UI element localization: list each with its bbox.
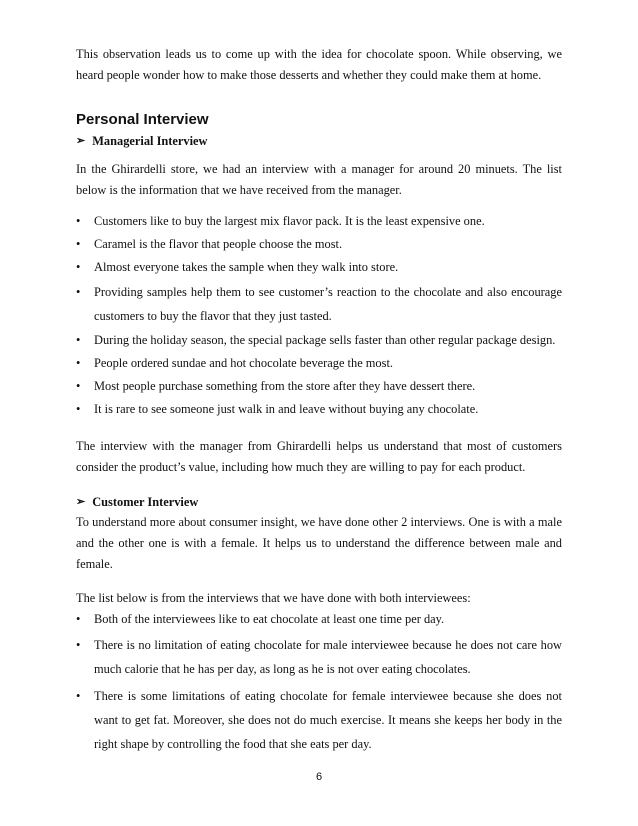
list-item: • There is some limitations of eating chocolate for female interviewee because she does not want to get fat. Moreover, she does not do much exercise. It means she keeps her body in the right shape by controlling the food that she eats per day. xyxy=(76,684,562,756)
bullet-icon: • xyxy=(76,689,81,703)
managerial-heading-label: Managerial Interview xyxy=(92,134,208,148)
arrow-bullet-icon: ➢ xyxy=(76,496,86,508)
list-item: • Customers like to buy the largest mix flavor pack. It is the least expensive one. xyxy=(76,211,562,232)
list-item: • Most people purchase something from the store after they have dessert there. xyxy=(76,376,562,397)
document-page xyxy=(76,44,562,756)
bullet-icon: • xyxy=(76,402,81,416)
intro-paragraph: This observation leads us to come up with the idea for chocolate spoon. While observing, we heard people wonder how to make those desserts and whether they could make them at home. xyxy=(76,47,562,82)
list-item: • During the holiday season, the special package sells faster than other regular package design. xyxy=(76,330,562,351)
arrow-bullet-icon: ➢ xyxy=(76,135,86,147)
bullet-icon: • xyxy=(76,612,81,626)
list-item: • People ordered sundae and hot chocolate beverage the most. xyxy=(76,353,562,374)
customer-list-intro: The list below is from the interviews that we have done with both interviewees: xyxy=(76,591,471,605)
list-item: • Providing samples help them to see customer’s reaction to the chocolate and also encourage customers to buy the flavor that they just tasted. xyxy=(76,280,562,328)
customer-heading xyxy=(76,492,562,512)
bullet-icon: • xyxy=(76,285,81,299)
customer-intro: To understand more about consumer insight, we have done other 2 interviews. One is with a male and the other one is with a female. It helps us to understand the difference between male and female. xyxy=(76,515,562,571)
list-item: • Both of the interviewees like to eat chocolate at least one time per day. xyxy=(76,609,562,630)
customer-bullet-list xyxy=(76,609,562,756)
bullet-icon: • xyxy=(76,214,81,228)
page-number: 6 xyxy=(315,771,323,783)
managerial-conclusion: The interview with the manager from Ghirardelli helps us understand that most of customers consider the product’s value, including how much they are willing to pay for each product. xyxy=(76,439,562,474)
list-item: • There is no limitation of eating chocolate for male interviewee because he does not care how much calorie that he has per day, as long as he is not over eating chocolates. xyxy=(76,633,562,681)
list-item: • Almost everyone takes the sample when they walk into store. xyxy=(76,257,562,278)
managerial-heading xyxy=(76,131,562,151)
managerial-intro: In the Ghirardelli store, we had an interview with a manager for around 20 minuets. The list below is the information that we have received from the manager. xyxy=(76,162,562,197)
bullet-icon: • xyxy=(76,638,81,652)
managerial-bullet-list xyxy=(76,211,562,420)
bullet-icon: • xyxy=(76,260,81,274)
bullet-icon: • xyxy=(76,333,81,347)
customer-heading-label: Customer Interview xyxy=(92,495,199,509)
bullet-icon: • xyxy=(76,356,81,370)
bullet-icon: • xyxy=(76,379,81,393)
list-item: • Caramel is the flavor that people choose the most. xyxy=(76,234,562,255)
bullet-icon: • xyxy=(76,237,81,251)
section-heading: Personal Interview xyxy=(76,111,209,128)
list-item: • It is rare to see someone just walk in and leave without buying any chocolate. xyxy=(76,399,562,420)
